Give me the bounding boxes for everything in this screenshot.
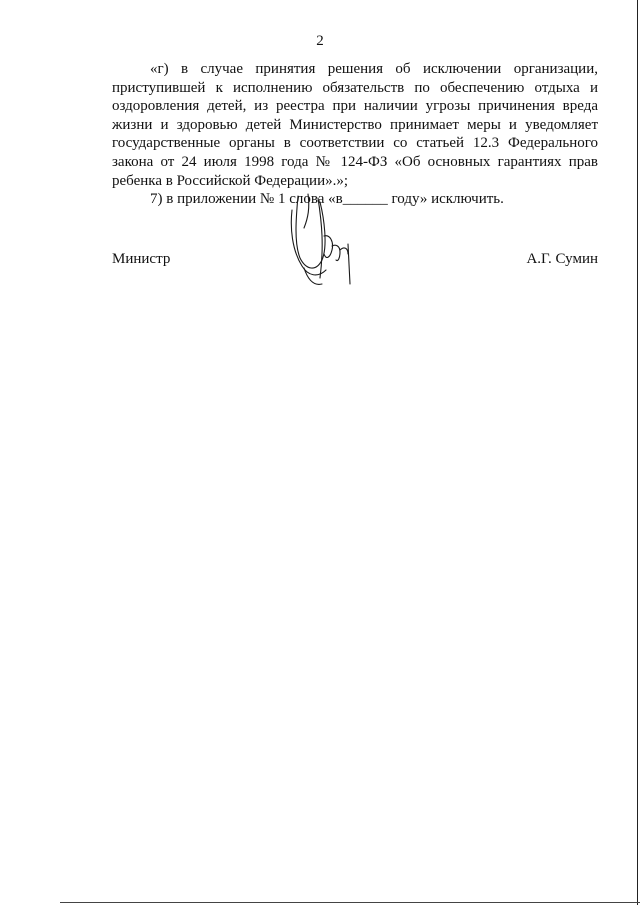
signatory-name: А.Г. Сумин [526,251,598,267]
scan-bottom-line [60,902,640,903]
signatory-title: Министр [112,251,171,267]
page-number: 2 [316,33,324,49]
handwritten-signature [278,188,374,288]
scan-edge-line [637,0,638,905]
paragraph-7: 7) в приложении № 1 слова «в______ году» исключить. [150,191,504,208]
signature-block [112,250,598,270]
document-body [112,60,598,209]
paragraph-g: «г) в случае принятия решения об исключении организации, приступившей к исполнению обязательств по обеспечению отдыха и оздоровления детей, из реестра при наличии угрозы причинения вреда жизни и здоровью детей Министерство принимает меры и уведомляет государственные органы в соответствии со статьей 12.3 Федерального закона от 24 июля 1998 года № 124-ФЗ «Об основных гарантиях прав ребенка в Российской Федерации».»; [112,61,598,189]
